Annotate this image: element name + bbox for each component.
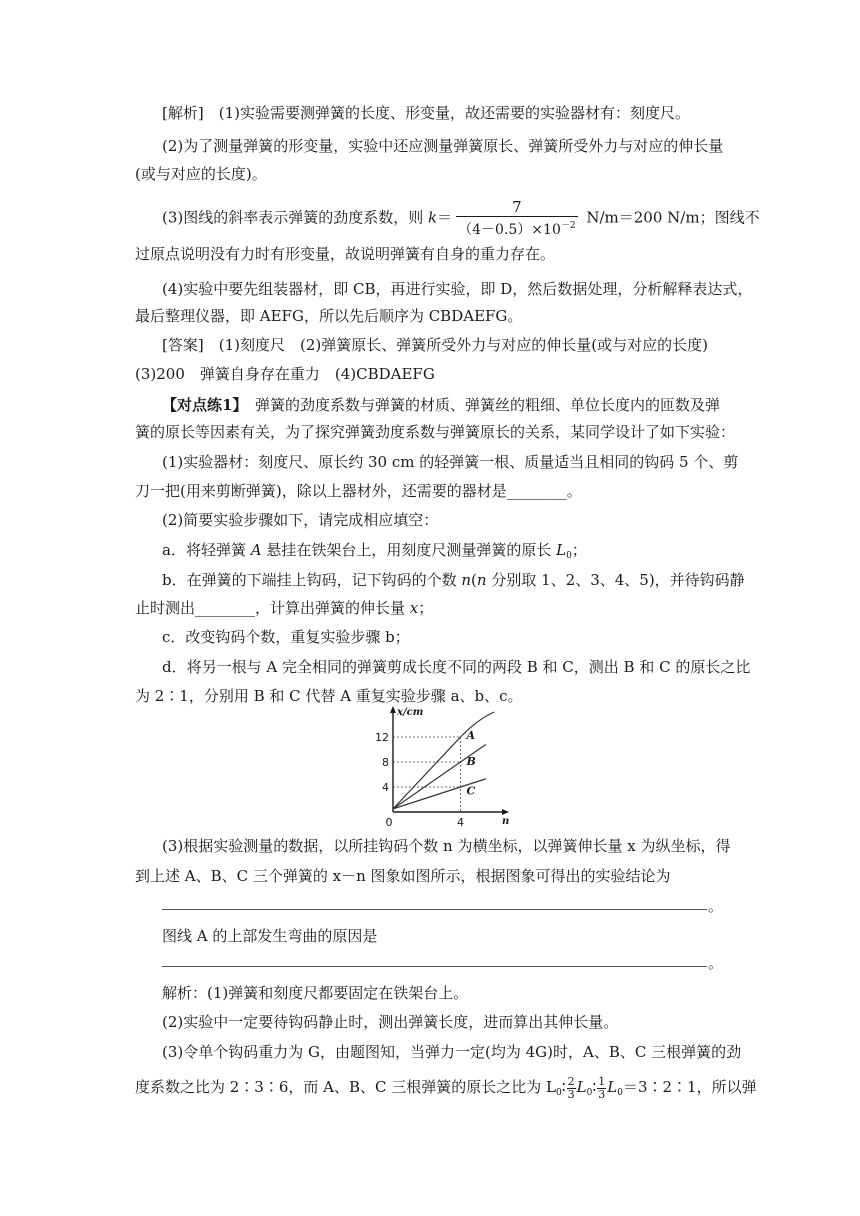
step-d-line-1: d．将另一根与 A 完全相同的弹簧剪成长度不同的两段 B 和 C，测出 B 和 C 的原长之比 [162, 658, 751, 676]
fraction-two-thirds: $\frac{2}{3}$ [567, 1074, 575, 1101]
answer-blank-line-1 [162, 909, 707, 910]
y-tick-label: 12 [375, 731, 389, 744]
y-axis-arrow [390, 706, 396, 713]
question-1-line-1: (1)实验器材：刻度尺、原长约 30 cm 的轻弹簧一根、质量适当且相同的钩码 5 个、剪 [162, 453, 739, 471]
solution-line-1: 解析：(1)弹簧和刻度尺都要固定在铁架台上。 [162, 984, 469, 1002]
answer-tag: [答案] [162, 336, 204, 354]
analysis-line-2b: (或与对应的长度)。 [135, 165, 267, 183]
analysis-tag: [解析] [162, 104, 204, 122]
slope-fraction: $\frac{7}{(4-0.5)\times 10^{-2}}$ [458, 198, 576, 238]
answer-line-1: [答案] (1)刻度尺 (2)弹簧原长、弹簧所受外力与对应的伸长量(或与对应的长度) [162, 336, 708, 354]
series-line-a [393, 712, 494, 809]
fraction-one-third: $\frac{1}{3}$ [598, 1074, 606, 1101]
x-tick-label: 0 [385, 816, 393, 827]
series-label-b: B [466, 755, 476, 769]
step-b-line-1: b．在弹簧的下端挂上钩码，记下钩码的个数 n(n 分别取 1、2、3、4、5)，并待钩码静 [162, 571, 745, 589]
analysis-line-3b: 过原点说明没有力时有形变量，故说明弹簧有自身的重力存在。 [135, 245, 556, 263]
x-tick-label: 4 [457, 816, 464, 827]
x-n-graph [360, 705, 510, 827]
step-b-line-2: 止时测出________，计算出弹簧的伸长量 x； [135, 599, 434, 617]
analysis-line-1: [解析] (1)实验需要测弹簧的长度、形变量，故还需要的实验器材有：刻度尺。 [162, 104, 690, 122]
step-d-line-2: 为 2∶1，分别用 B 和 C 代替 A 重复实验步骤 a、b、c。 [135, 687, 523, 705]
step-c: c．改变钩码个数，重复实验步骤 b； [162, 628, 410, 646]
solution-line-4: 度系数之比为 2∶3∶6，而 A、B、C 三根弹簧的原长之比为 $L_0∶$ $\frac{2}{3}$ $L_0∶$ $\frac{1}{3}$ $L_0=3∶2∶1$，所以弹 [135, 1074, 757, 1101]
answer-blank-end-1: 。 [708, 897, 724, 915]
analysis-line-2a: (2)为了测量弹簧的形变量，实验中还应测量弹簧原长、弹簧所受外力与对应的伸长量 [162, 137, 724, 155]
exercise-intro-line-1: 【对点练1】 弹簧的劲度系数与弹簧的材质、弹簧丝的粗细、单位长度内的匝数及弹 [162, 396, 720, 414]
exercise-tag: 【对点练1】 [162, 396, 240, 414]
y-axis-label: x/cm [397, 707, 424, 718]
answer-blank-end-2: 。 [708, 954, 724, 972]
question-2: (2)简要实验步骤如下，请完成相应填空： [162, 511, 439, 529]
answer-blank-line-2 [162, 966, 707, 967]
answer-line-2: (3)200 弹簧自身存在重力 (4)CBDAEFG [135, 365, 435, 383]
question-3-line-1: (3)根据实验测量的数据，以所挂钩码个数 n 为横坐标，以弹簧伸长量 x 为纵坐标，得 [162, 837, 731, 855]
y-tick-label: 4 [382, 781, 389, 794]
series-label-a: A [466, 729, 476, 742]
question-1-line-2: 刀一把(用来剪断弹簧)，除以上器材外，还需要的器材是________。 [135, 482, 582, 500]
analysis-line-4b: 最后整理仪器，即 AEFG，所以先后顺序为 CBDAEFG。 [135, 307, 523, 325]
y-tick-label: 8 [382, 756, 389, 769]
x-axis-arrow [502, 809, 509, 815]
analysis-line-4a: (4)实验中要先组装器材，即 CB，再进行实验，即 D，然后数据处理，分析解释表达式， [162, 280, 753, 298]
series-label-c: C [466, 784, 476, 798]
exercise-intro-line-2: 簧的原长等因素有关，为了探究弹簧劲度系数与弹簧原长的关系，某同学设计了如下实验： [135, 423, 736, 441]
question-3-line-3: 图线 A 的上部发生弯曲的原因是 [162, 927, 378, 945]
solution-line-3: (3)令单个钩码重力为 G，由题图知，当弹力一定(均为 4G)时，A、B、C 三根弹簧的劲 [162, 1043, 742, 1061]
step-a: a．将轻弹簧 A 悬挂在铁架台上，用刻度尺测量弹簧的原长 $L_0$； [162, 541, 587, 561]
question-3-line-2: 到上述 A、B、C 三个弹簧的 x－n 图象如图所示，根据图象可得出的实验结论为 [135, 867, 671, 885]
analysis-line-3a: (3)图线的斜率表示弹簧的劲度系数，则 k＝ $\frac{7}{(4-0.5)\times 10^{-2}}$ N/m＝200 N/m；图线不 [162, 198, 760, 238]
solution-line-2: (2)实验中一定要待钩码静止时，测出弹簧长度，进而算出其伸长量。 [162, 1013, 619, 1031]
x-axis-label: n [502, 816, 510, 827]
